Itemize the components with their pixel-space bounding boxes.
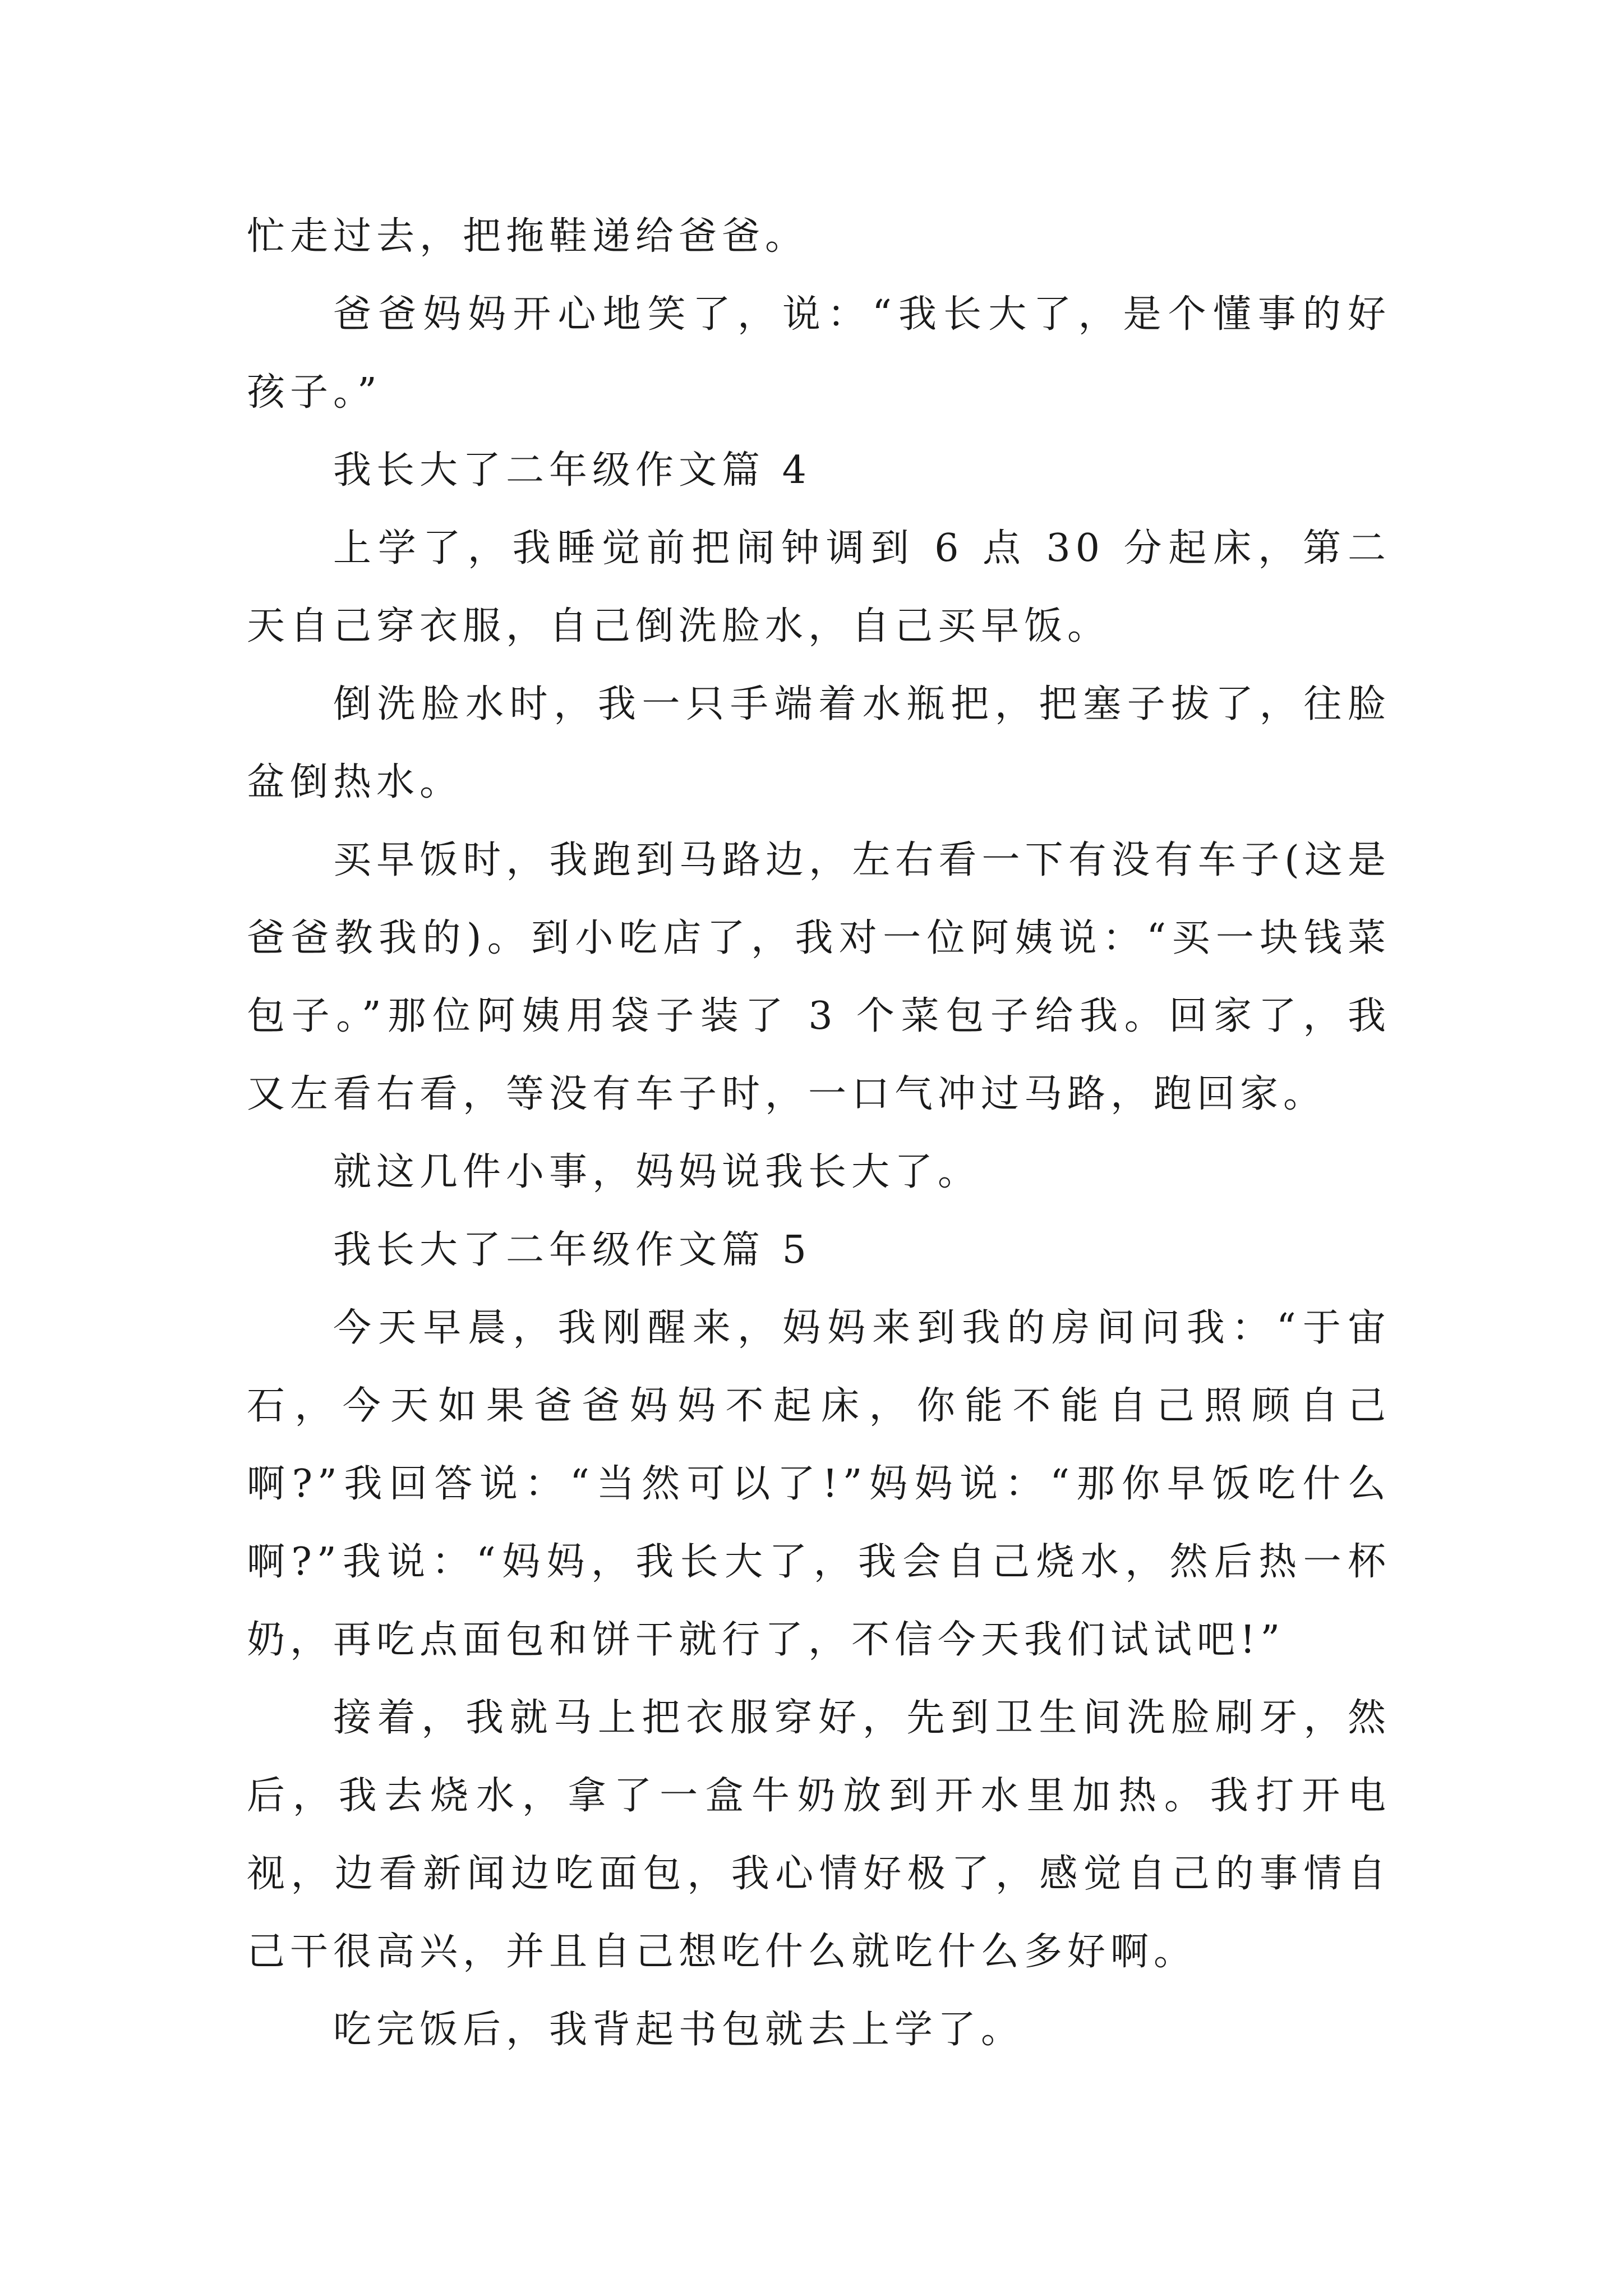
paragraph: 上学了，我睡觉前把闹钟调到 6 点 30 分起床，第二天自己穿衣服，自己倒洗脸水，自己买早饭。 — [247, 526, 1391, 648]
section-heading: 我长大了二年级作文篇 4 — [333, 448, 811, 493]
section-heading: 我长大了二年级作文篇 5 — [333, 1228, 811, 1272]
paragraph: 倒洗脸水时，我一只手端着水瓶把，把塞子拔了，往脸盆倒热水。 — [247, 682, 1391, 804]
paragraph: 就这几件小事，妈妈说我长大了。 — [333, 1150, 981, 1194]
paragraph: 买早饭时，我跑到马路边，左右看一下有没有车子(这是爸爸教我的)。到小吃店了，我对一位阿姨说：“买一块钱菜包子。”那位阿姨用袋子装了 3 个菜包子给我。回家了，我又左看右看，等没有车子时，一口气冲过马路，跑回家。 — [247, 838, 1391, 1116]
document-body — [247, 197, 1391, 2069]
paragraph: 今天早晨，我刚醒来，妈妈来到我的房间问我：“于宙石，今天如果爸爸妈妈不起床，你能不能自己照顾自己啊?”我回答说：“当然可以了!”妈妈说：“那你早饭吃什么啊?”我说：“妈妈，我长大了，我会自己烧水，然后热一杯奶，再吃点面包和饼干就行了，不信今天我们试试吧!” — [247, 1306, 1391, 1662]
paragraph: 爸爸妈妈开心地笑了，说：“我长大了，是个懂事的好孩子。” — [247, 292, 1391, 415]
paragraph: 接着，我就马上把衣服穿好，先到卫生间洗脸刷牙，然后，我去烧水，拿了一盒牛奶放到开水里加热。我打开电视，边看新闻边吃面包，我心情好极了，感觉自己的事情自己干很高兴，并且自己想吃什么就吃什么多好啊。 — [247, 1696, 1391, 1974]
paragraph-continuation: 忙走过去，把拖鞋递给爸爸。 — [247, 214, 809, 259]
paragraph: 吃完饭后，我背起书包就去上学了。 — [333, 2008, 1025, 2052]
